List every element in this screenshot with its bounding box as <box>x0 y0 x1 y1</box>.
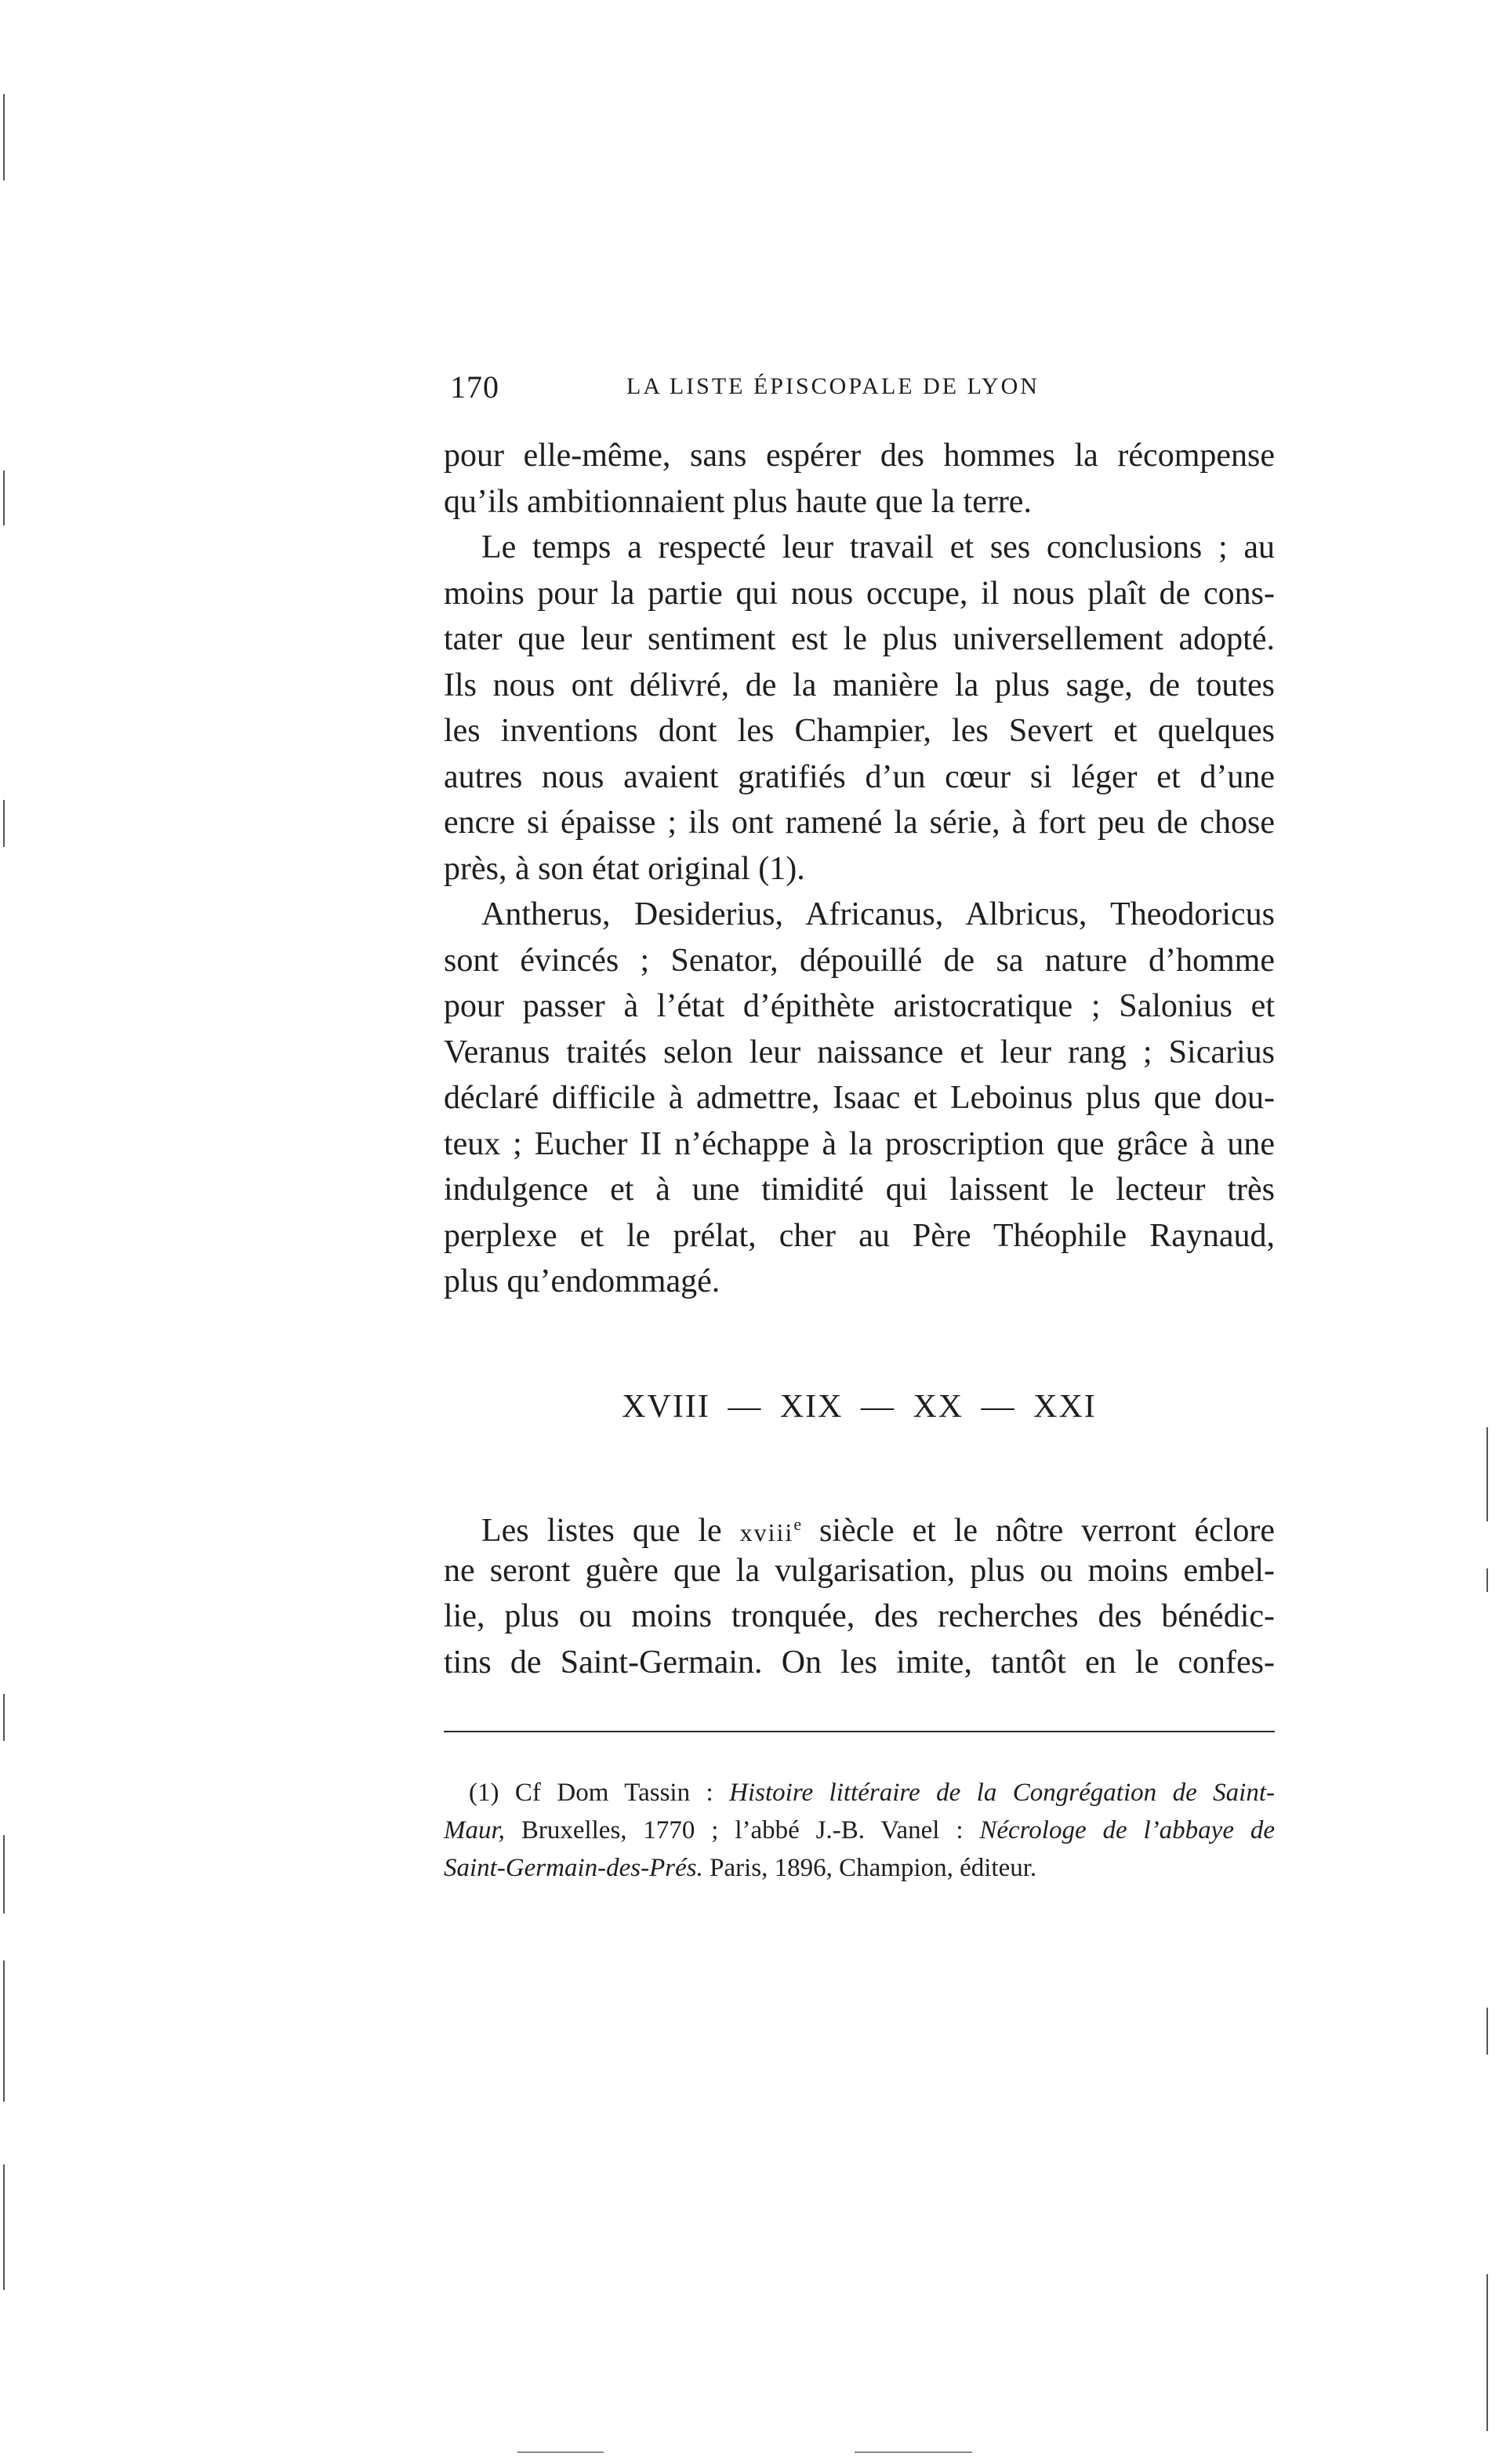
footnote-title: Saint-Germain-des-Prés. <box>444 1854 703 1882</box>
footnote-rule <box>444 1731 1275 1732</box>
text-line: Antherus, Desiderius, Africanus, Albricus, Theodoricus <box>481 896 1275 932</box>
text-line <box>444 1502 1275 1548</box>
text-line: perplexe et le prélat, cher au Père Théophile Raynaud, <box>444 1217 1275 1254</box>
scan-edge-mark <box>3 94 5 180</box>
text-line: lie, plus ou moins tronquée, des recherches des bénédic- <box>444 1598 1275 1634</box>
footnote-title: Nécrologe de l’abbaye de <box>979 1816 1275 1844</box>
text-line: autres nous avaient gratifiés d’un cœur si léger et d’une <box>444 758 1275 795</box>
running-header <box>450 369 1273 416</box>
text-line: Ils nous ont délivré, de la manière la plus sage, de toutes <box>444 667 1275 703</box>
text-line: les inventions dont les Champier, les Severt et quelques <box>444 713 1275 749</box>
footnote-title: Maur, <box>444 1816 505 1844</box>
text-line: sont évincés ; Senator, dépouillé de sa nature d’homme <box>444 942 1275 979</box>
footnote <box>444 1774 1275 1887</box>
text-fragment: siècle et le nôtre verront éclore <box>801 1513 1276 1549</box>
scan-edge-mark <box>1486 2008 1488 2055</box>
footnote-line <box>444 1812 1275 1849</box>
footnote-text: Bruxelles, 1770 ; l’abbé J.-B. Vanel : <box>504 1816 980 1844</box>
scan-bottom-mark <box>855 2451 972 2453</box>
scan-edge-mark <box>3 1694 5 1741</box>
scan-bottom-mark <box>517 2451 604 2453</box>
text-line: Le temps a respecté leur travail et ses conclusions ; au <box>481 529 1275 565</box>
text-line: qu’ils ambitionnaient plus haute que la terre. <box>444 483 1032 520</box>
text-line: plus qu’endommagé. <box>444 1263 720 1299</box>
footnote-text: Paris, 1896, Champion, éditeur. <box>702 1854 1037 1882</box>
text-line: moins pour la partie qui nous occupe, il nous plaît de cons- <box>444 575 1275 612</box>
text-line: pour elle-même, sans espérer des hommes la récompense <box>444 438 1275 474</box>
footnote-line <box>444 1774 1275 1812</box>
running-title: LA LISTE ÉPISCOPALE DE LYON <box>626 373 1040 399</box>
scan-edge-mark <box>3 1961 5 2102</box>
text-line: teux ; Eucher II n’échappe à la proscription que grâce à une <box>444 1125 1275 1162</box>
text-line: près, à son état original (1). <box>444 850 805 887</box>
footnote-text: (1) Cf Dom Tassin : <box>469 1779 730 1807</box>
scan-edge-mark <box>3 1835 5 1913</box>
text-line: Veranus traités selon leur naissance et leur rang ; Sicarius <box>444 1034 1275 1070</box>
text-line: indulgence et à une timidité qui laissent le lecteur très <box>444 1172 1275 1208</box>
scan-edge-mark <box>1486 1427 1488 1521</box>
text-line: pour passer à l’état d’épithète aristocratique ; Salonius et <box>444 988 1275 1024</box>
text-line: tins de Saint-Germain. On les imite, tantôt en le confes- <box>444 1644 1275 1681</box>
text-line: encre si épaisse ; ils ont ramené la série, à fort peu de chose <box>444 805 1275 841</box>
scan-edge-mark <box>3 2164 5 2290</box>
page-number: 170 <box>450 369 499 405</box>
text-line: tater que leur sentiment est le plus universellement adopté. <box>444 621 1275 657</box>
scan-edge-mark <box>1486 1568 1488 1592</box>
footnote-title: Histoire littéraire de la Congrégation de Saint- <box>729 1779 1276 1807</box>
body-text-upper <box>444 433 1275 1305</box>
scan-edge-mark <box>3 800 5 847</box>
scan-edge-mark <box>3 471 5 525</box>
text-line: ne seront guère que la vulgarisation, plus ou moins embel- <box>444 1552 1275 1589</box>
scan-edge-mark <box>1486 2274 1488 2431</box>
footnote-line <box>444 1849 1275 1887</box>
body-text-lower <box>444 1502 1275 1685</box>
text-line: déclaré difficile à admettre, Isaac et Leboinus plus que dou- <box>444 1080 1275 1116</box>
century-superscript: e <box>793 1514 802 1534</box>
century-smallcaps: xviii <box>739 1518 794 1546</box>
section-heading: XVIII — XIX — XX — XXI <box>622 1389 1097 1425</box>
text-fragment: Les listes que le <box>481 1513 740 1549</box>
